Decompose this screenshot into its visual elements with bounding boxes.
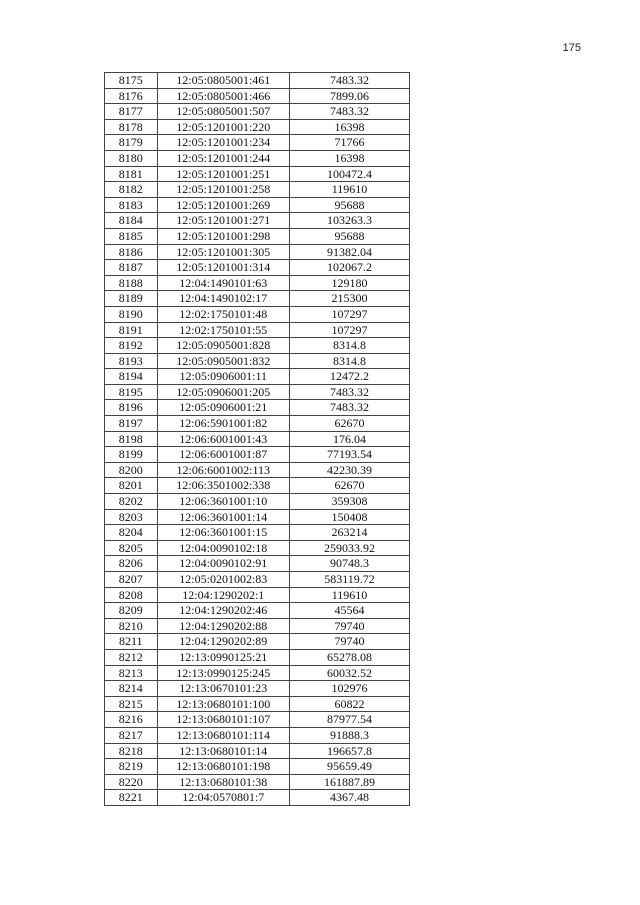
value-cell: 150408 bbox=[290, 509, 410, 525]
table-row bbox=[105, 431, 410, 447]
cadastral-number-cell: 12:05:1201001:244 bbox=[157, 150, 289, 166]
table-row bbox=[105, 556, 410, 572]
table-row bbox=[105, 587, 410, 603]
table-row bbox=[105, 665, 410, 681]
table-row bbox=[105, 384, 410, 400]
value-cell: 87977.54 bbox=[290, 712, 410, 728]
row-number-cell: 8188 bbox=[105, 275, 158, 291]
row-number-cell: 8198 bbox=[105, 431, 158, 447]
row-number-cell: 8177 bbox=[105, 104, 158, 120]
cadastral-number-cell: 12:13:0990125:21 bbox=[157, 649, 289, 665]
row-number-cell: 8195 bbox=[105, 384, 158, 400]
value-cell: 102067.2 bbox=[290, 260, 410, 276]
row-number-cell: 8176 bbox=[105, 88, 158, 104]
cadastral-number-cell: 12:13:0680101:114 bbox=[157, 727, 289, 743]
cadastral-number-cell: 12:06:3601001:10 bbox=[157, 494, 289, 510]
value-cell: 16398 bbox=[290, 150, 410, 166]
value-cell: 79740 bbox=[290, 634, 410, 650]
value-cell: 95659.49 bbox=[290, 759, 410, 775]
table-row bbox=[105, 369, 410, 385]
table-row bbox=[105, 244, 410, 260]
value-cell: 100472.4 bbox=[290, 166, 410, 182]
table-row bbox=[105, 634, 410, 650]
value-cell: 215300 bbox=[290, 291, 410, 307]
value-cell: 176.04 bbox=[290, 431, 410, 447]
table-row bbox=[105, 790, 410, 806]
row-number-cell: 8200 bbox=[105, 462, 158, 478]
table-row bbox=[105, 603, 410, 619]
value-cell: 45564 bbox=[290, 603, 410, 619]
row-number-cell: 8205 bbox=[105, 540, 158, 556]
table-row bbox=[105, 150, 410, 166]
row-number-cell: 8203 bbox=[105, 509, 158, 525]
cadastral-number-cell: 12:04:1490101:63 bbox=[157, 275, 289, 291]
row-number-cell: 8196 bbox=[105, 400, 158, 416]
value-cell: 107297 bbox=[290, 322, 410, 338]
cadastral-number-cell: 12:06:3501002:338 bbox=[157, 478, 289, 494]
table-row bbox=[105, 696, 410, 712]
value-cell: 359308 bbox=[290, 494, 410, 510]
row-number-cell: 8218 bbox=[105, 743, 158, 759]
cadastral-number-cell: 12:13:0680101:14 bbox=[157, 743, 289, 759]
row-number-cell: 8215 bbox=[105, 696, 158, 712]
table-row bbox=[105, 291, 410, 307]
cadastral-number-cell: 12:04:0090102:18 bbox=[157, 540, 289, 556]
cadastral-number-cell: 12:06:3601001:15 bbox=[157, 525, 289, 541]
data-table bbox=[104, 72, 410, 806]
table-row bbox=[105, 478, 410, 494]
cadastral-number-cell: 12:04:1290202:89 bbox=[157, 634, 289, 650]
cadastral-number-cell: 12:04:0090102:91 bbox=[157, 556, 289, 572]
cadastral-number-cell: 12:02:1750101:48 bbox=[157, 306, 289, 322]
value-cell: 196657.8 bbox=[290, 743, 410, 759]
value-cell: 119610 bbox=[290, 587, 410, 603]
cadastral-number-cell: 12:05:0906001:205 bbox=[157, 384, 289, 400]
table-row bbox=[105, 681, 410, 697]
value-cell: 62670 bbox=[290, 478, 410, 494]
value-cell: 90748.3 bbox=[290, 556, 410, 572]
row-number-cell: 8179 bbox=[105, 135, 158, 151]
row-number-cell: 8184 bbox=[105, 213, 158, 229]
table-row bbox=[105, 213, 410, 229]
row-number-cell: 8192 bbox=[105, 338, 158, 354]
table-row bbox=[105, 509, 410, 525]
row-number-cell: 8208 bbox=[105, 587, 158, 603]
row-number-cell: 8194 bbox=[105, 369, 158, 385]
table-row bbox=[105, 525, 410, 541]
row-number-cell: 8216 bbox=[105, 712, 158, 728]
value-cell: 91382.04 bbox=[290, 244, 410, 260]
cadastral-number-cell: 12:06:6001001:43 bbox=[157, 431, 289, 447]
row-number-cell: 8193 bbox=[105, 353, 158, 369]
row-number-cell: 8202 bbox=[105, 494, 158, 510]
cadastral-number-cell: 12:13:0680101:38 bbox=[157, 774, 289, 790]
table-row bbox=[105, 88, 410, 104]
table-row bbox=[105, 260, 410, 276]
table-row bbox=[105, 228, 410, 244]
row-number-cell: 8209 bbox=[105, 603, 158, 619]
cadastral-number-cell: 12:05:0805001:466 bbox=[157, 88, 289, 104]
row-number-cell: 8187 bbox=[105, 260, 158, 276]
cadastral-number-cell: 12:05:0906001:11 bbox=[157, 369, 289, 385]
cadastral-number-cell: 12:04:1290202:46 bbox=[157, 603, 289, 619]
cadastral-number-cell: 12:05:1201001:269 bbox=[157, 197, 289, 213]
cadastral-number-cell: 12:05:0905001:828 bbox=[157, 338, 289, 354]
cadastral-number-cell: 12:06:5901001:82 bbox=[157, 416, 289, 432]
row-number-cell: 8219 bbox=[105, 759, 158, 775]
row-number-cell: 8181 bbox=[105, 166, 158, 182]
row-number-cell: 8211 bbox=[105, 634, 158, 650]
table-row bbox=[105, 572, 410, 588]
row-number-cell: 8189 bbox=[105, 291, 158, 307]
row-number-cell: 8191 bbox=[105, 322, 158, 338]
value-cell: 103263.3 bbox=[290, 213, 410, 229]
row-number-cell: 8183 bbox=[105, 197, 158, 213]
table-row bbox=[105, 462, 410, 478]
table-row bbox=[105, 400, 410, 416]
value-cell: 12472.2 bbox=[290, 369, 410, 385]
value-cell: 95688 bbox=[290, 228, 410, 244]
table-row bbox=[105, 447, 410, 463]
value-cell: 8314.8 bbox=[290, 338, 410, 354]
row-number-cell: 8182 bbox=[105, 182, 158, 198]
cadastral-number-cell: 12:05:1201001:258 bbox=[157, 182, 289, 198]
value-cell: 7483.32 bbox=[290, 384, 410, 400]
cadastral-number-cell: 12:05:0805001:507 bbox=[157, 104, 289, 120]
row-number-cell: 8175 bbox=[105, 73, 158, 89]
table-row bbox=[105, 182, 410, 198]
value-cell: 65278.08 bbox=[290, 649, 410, 665]
cadastral-number-cell: 12:05:1201001:314 bbox=[157, 260, 289, 276]
table-row bbox=[105, 618, 410, 634]
value-cell: 7483.32 bbox=[290, 104, 410, 120]
table-row bbox=[105, 119, 410, 135]
table-row bbox=[105, 104, 410, 120]
cadastral-number-cell: 12:04:0570801:7 bbox=[157, 790, 289, 806]
cadastral-number-cell: 12:13:0680101:100 bbox=[157, 696, 289, 712]
value-cell: 129180 bbox=[290, 275, 410, 291]
table-body bbox=[105, 73, 410, 806]
value-cell: 7483.32 bbox=[290, 73, 410, 89]
cadastral-number-cell: 12:05:1201001:305 bbox=[157, 244, 289, 260]
value-cell: 42230.39 bbox=[290, 462, 410, 478]
cadastral-number-cell: 12:05:1201001:234 bbox=[157, 135, 289, 151]
row-number-cell: 8186 bbox=[105, 244, 158, 260]
value-cell: 60822 bbox=[290, 696, 410, 712]
value-cell: 77193.54 bbox=[290, 447, 410, 463]
value-cell: 60032.52 bbox=[290, 665, 410, 681]
table-row bbox=[105, 166, 410, 182]
row-number-cell: 8206 bbox=[105, 556, 158, 572]
cadastral-number-cell: 12:13:0670101:23 bbox=[157, 681, 289, 697]
cadastral-number-cell: 12:05:0906001:21 bbox=[157, 400, 289, 416]
table-row bbox=[105, 73, 410, 89]
row-number-cell: 8199 bbox=[105, 447, 158, 463]
cadastral-number-cell: 12:02:1750101:55 bbox=[157, 322, 289, 338]
table-row bbox=[105, 353, 410, 369]
cadastral-number-cell: 12:05:0905001:832 bbox=[157, 353, 289, 369]
table-row bbox=[105, 306, 410, 322]
value-cell: 7483.32 bbox=[290, 400, 410, 416]
row-number-cell: 8213 bbox=[105, 665, 158, 681]
row-number-cell: 8204 bbox=[105, 525, 158, 541]
value-cell: 119610 bbox=[290, 182, 410, 198]
table-row bbox=[105, 743, 410, 759]
cadastral-number-cell: 12:13:0680101:198 bbox=[157, 759, 289, 775]
value-cell: 95688 bbox=[290, 197, 410, 213]
row-number-cell: 8217 bbox=[105, 727, 158, 743]
row-number-cell: 8207 bbox=[105, 572, 158, 588]
value-cell: 107297 bbox=[290, 306, 410, 322]
row-number-cell: 8180 bbox=[105, 150, 158, 166]
row-number-cell: 8212 bbox=[105, 649, 158, 665]
value-cell: 79740 bbox=[290, 618, 410, 634]
row-number-cell: 8221 bbox=[105, 790, 158, 806]
value-cell: 259033.92 bbox=[290, 540, 410, 556]
cadastral-number-cell: 12:06:3601001:14 bbox=[157, 509, 289, 525]
value-cell: 7899.06 bbox=[290, 88, 410, 104]
cadastral-number-cell: 12:13:0990125:245 bbox=[157, 665, 289, 681]
value-cell: 8314.8 bbox=[290, 353, 410, 369]
cadastral-number-cell: 12:05:1201001:298 bbox=[157, 228, 289, 244]
cadastral-number-cell: 12:05:0201002:83 bbox=[157, 572, 289, 588]
value-cell: 91888.3 bbox=[290, 727, 410, 743]
value-cell: 62670 bbox=[290, 416, 410, 432]
table-row bbox=[105, 759, 410, 775]
value-cell: 263214 bbox=[290, 525, 410, 541]
cadastral-number-cell: 12:04:1490102:17 bbox=[157, 291, 289, 307]
table-row bbox=[105, 727, 410, 743]
row-number-cell: 8210 bbox=[105, 618, 158, 634]
cadastral-number-cell: 12:04:1290202:1 bbox=[157, 587, 289, 603]
value-cell: 16398 bbox=[290, 119, 410, 135]
cadastral-number-cell: 12:05:1201001:271 bbox=[157, 213, 289, 229]
table-row bbox=[105, 197, 410, 213]
row-number-cell: 8197 bbox=[105, 416, 158, 432]
cadastral-number-cell: 12:05:1201001:251 bbox=[157, 166, 289, 182]
row-number-cell: 8214 bbox=[105, 681, 158, 697]
row-number-cell: 8220 bbox=[105, 774, 158, 790]
cadastral-number-cell: 12:05:1201001:220 bbox=[157, 119, 289, 135]
table-row bbox=[105, 649, 410, 665]
table-row bbox=[105, 712, 410, 728]
table-row bbox=[105, 774, 410, 790]
value-cell: 583119.72 bbox=[290, 572, 410, 588]
page-number: 175 bbox=[562, 42, 581, 54]
row-number-cell: 8185 bbox=[105, 228, 158, 244]
cadastral-number-cell: 12:06:6001002:113 bbox=[157, 462, 289, 478]
cadastral-number-cell: 12:13:0680101:107 bbox=[157, 712, 289, 728]
table-row bbox=[105, 494, 410, 510]
cadastral-number-cell: 12:04:1290202:88 bbox=[157, 618, 289, 634]
value-cell: 161887.89 bbox=[290, 774, 410, 790]
table-row bbox=[105, 275, 410, 291]
row-number-cell: 8190 bbox=[105, 306, 158, 322]
row-number-cell: 8178 bbox=[105, 119, 158, 135]
value-cell: 102976 bbox=[290, 681, 410, 697]
table-row bbox=[105, 135, 410, 151]
table-row bbox=[105, 540, 410, 556]
cadastral-number-cell: 12:05:0805001:461 bbox=[157, 73, 289, 89]
value-cell: 4367.48 bbox=[290, 790, 410, 806]
table-row bbox=[105, 322, 410, 338]
value-cell: 71766 bbox=[290, 135, 410, 151]
table-row bbox=[105, 416, 410, 432]
cadastral-number-cell: 12:06:6001001:87 bbox=[157, 447, 289, 463]
table-row bbox=[105, 338, 410, 354]
row-number-cell: 8201 bbox=[105, 478, 158, 494]
